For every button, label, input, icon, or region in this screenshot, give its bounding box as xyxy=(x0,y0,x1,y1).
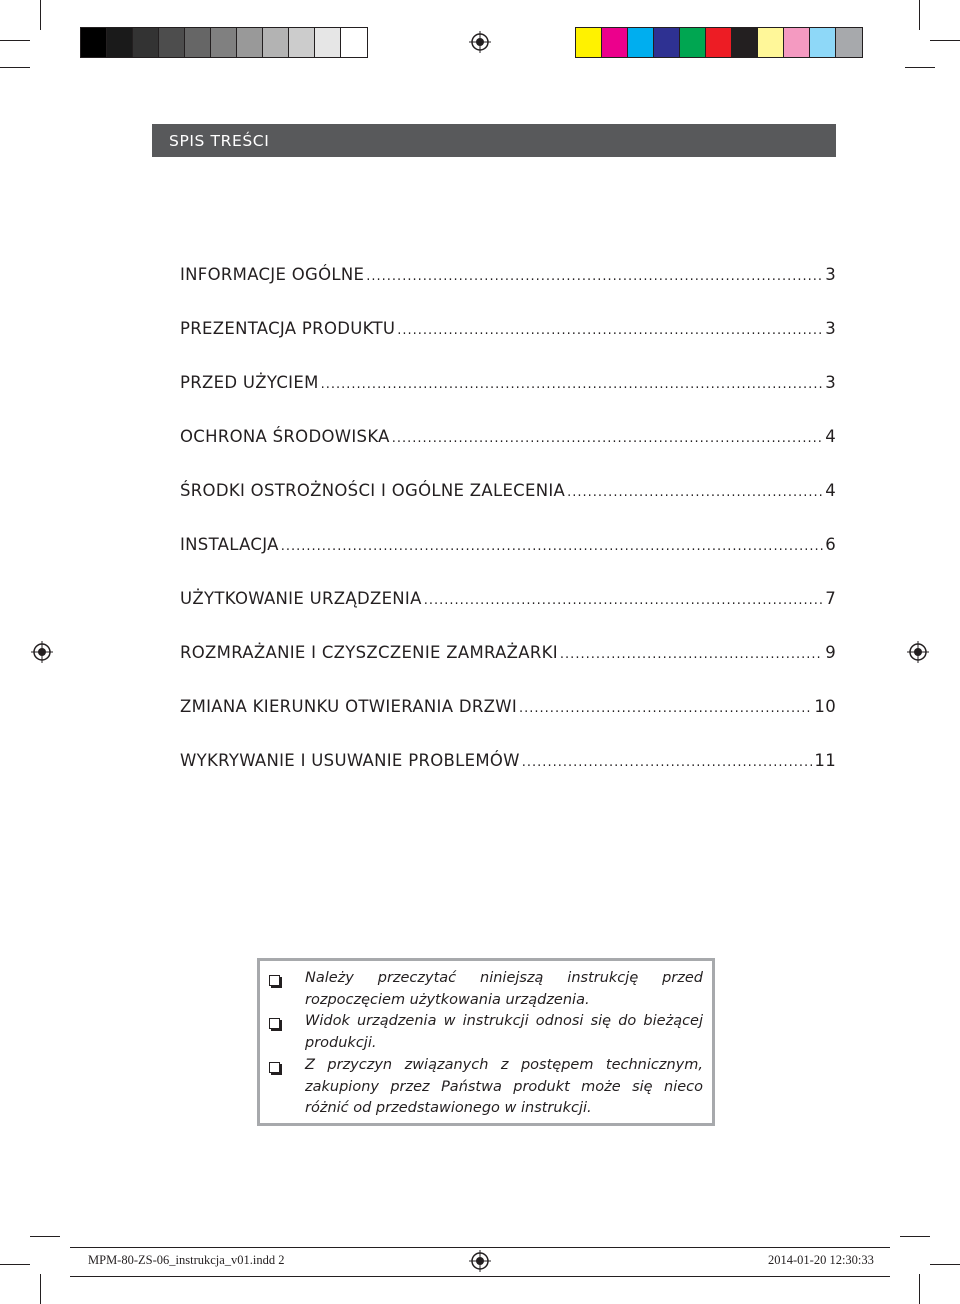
toc-leader-dots xyxy=(366,269,823,284)
color-swatch xyxy=(706,28,732,57)
footer-rule xyxy=(70,1247,890,1248)
color-swatch xyxy=(81,28,107,57)
toc-entry[interactable] xyxy=(180,319,836,343)
toc-entry[interactable] xyxy=(180,643,836,667)
toc-entry-page: 3 xyxy=(825,319,836,338)
toc-entry-title: ŚRODKI OSTROŻNOŚCI I OGÓLNE ZALECENIA xyxy=(180,481,566,500)
color-swatch xyxy=(576,28,602,57)
crop-mark xyxy=(0,40,30,41)
color-swatch xyxy=(654,28,680,57)
toc-leader-dots xyxy=(321,377,824,392)
toc-entry[interactable] xyxy=(180,535,836,559)
registration-mark-icon xyxy=(907,641,929,663)
toc-entry[interactable] xyxy=(180,265,836,289)
toc-entry[interactable] xyxy=(180,427,836,451)
toc-leader-dots xyxy=(424,593,824,608)
crop-mark xyxy=(930,1264,960,1265)
footer-file-name: MPM-80-ZS-06_instrukcja_v01.indd 2 xyxy=(88,1253,285,1267)
toc-entry[interactable] xyxy=(180,751,836,775)
crop-mark xyxy=(919,0,920,30)
toc-leader-dots xyxy=(392,431,823,446)
color-swatch xyxy=(107,28,133,57)
grayscale-bar xyxy=(80,27,368,58)
toc-leader-dots xyxy=(567,485,823,500)
color-swatch xyxy=(602,28,628,57)
toc-leader-dots xyxy=(397,323,823,338)
note-text: Należy przeczytać niniejszą instrukcję przed rozpoczęciem użytkowania urządzenia. xyxy=(305,970,703,1008)
toc-entry-title: INSTALACJA xyxy=(180,535,279,554)
registration-mark-icon xyxy=(31,641,53,663)
color-swatch xyxy=(159,28,185,57)
checkbox-bullet-icon xyxy=(269,1062,280,1073)
toc-entry[interactable] xyxy=(180,481,836,505)
color-swatch xyxy=(263,28,289,57)
color-swatch xyxy=(237,28,263,57)
checkbox-bullet-icon xyxy=(269,975,280,986)
notes-box xyxy=(257,958,715,1126)
color-swatch xyxy=(810,28,836,57)
toc-entry-page: 9 xyxy=(825,643,836,662)
toc-entry-page: 11 xyxy=(814,751,836,770)
toc-entry[interactable] xyxy=(180,697,836,721)
crop-mark xyxy=(0,1264,30,1265)
crop-mark xyxy=(40,1274,41,1304)
color-swatch xyxy=(133,28,159,57)
color-swatch xyxy=(680,28,706,57)
toc-entry-page: 6 xyxy=(825,535,836,554)
toc-entry-page: 4 xyxy=(825,481,836,500)
toc-header xyxy=(152,124,836,157)
crop-mark xyxy=(40,0,41,30)
toc-leader-dots xyxy=(522,755,813,770)
crop-mark xyxy=(30,1236,60,1237)
toc-entry-title: INFORMACJE OGÓLNE xyxy=(180,265,365,284)
crop-mark xyxy=(930,40,960,41)
toc-entry-page: 7 xyxy=(825,589,836,608)
crop-mark xyxy=(900,1236,930,1237)
color-swatch xyxy=(758,28,784,57)
color-swatch xyxy=(185,28,211,57)
crop-mark xyxy=(0,67,30,68)
toc-leader-dots xyxy=(560,647,823,662)
toc-entry[interactable] xyxy=(180,373,836,397)
color-swatch xyxy=(836,28,862,57)
page-title: SPIS TREŚCI xyxy=(169,131,270,150)
color-swatch xyxy=(211,28,237,57)
toc-entry-page: 3 xyxy=(825,373,836,392)
registration-mark-icon xyxy=(469,31,491,53)
color-bar xyxy=(575,27,863,58)
toc-leader-dots xyxy=(519,701,812,716)
color-swatch xyxy=(289,28,315,57)
color-swatch xyxy=(315,28,341,57)
crop-mark xyxy=(919,1274,920,1304)
toc-entry-title: PRZED UŻYCIEM xyxy=(180,373,319,392)
footer-rule xyxy=(70,1276,890,1277)
note-text: Z przyczyn związanych z postępem technicznym, zakupiony przez Państwa produkt może się nieco różnić od przedstawionego w instrukcji. xyxy=(305,1057,703,1116)
color-swatch xyxy=(628,28,654,57)
toc-entry-page: 4 xyxy=(825,427,836,446)
registration-mark-icon xyxy=(469,1250,491,1272)
toc-entry-title: WYKRYWANIE I USUWANIE PROBLEMÓW xyxy=(180,751,520,770)
toc-entry-title: UŻYTKOWANIE URZĄDZENIA xyxy=(180,589,422,608)
footer-datetime: 2014-01-20 12:30:33 xyxy=(768,1253,874,1267)
crop-mark xyxy=(905,67,935,68)
toc-entry-title: ZMIANA KIERUNKU OTWIERANIA DRZWI xyxy=(180,697,518,716)
toc-entry-title: OCHRONA ŚRODOWISKA xyxy=(180,427,390,446)
toc-entry-title: ROZMRAŻANIE I CZYSZCZENIE ZAMRAŻARKI xyxy=(180,643,558,662)
toc-entry-page: 10 xyxy=(814,697,836,716)
toc-entry-title: PREZENTACJA PRODUKTU xyxy=(180,319,396,338)
color-swatch xyxy=(784,28,810,57)
color-swatch xyxy=(341,28,367,57)
toc-leader-dots xyxy=(281,539,823,554)
toc-entry-page: 3 xyxy=(825,265,836,284)
color-swatch xyxy=(732,28,758,57)
toc-entry[interactable] xyxy=(180,589,836,613)
note-text: Widok urządzenia w instrukcji odnosi się do bieżącej produkcji. xyxy=(305,1013,703,1051)
checkbox-bullet-icon xyxy=(269,1018,280,1029)
